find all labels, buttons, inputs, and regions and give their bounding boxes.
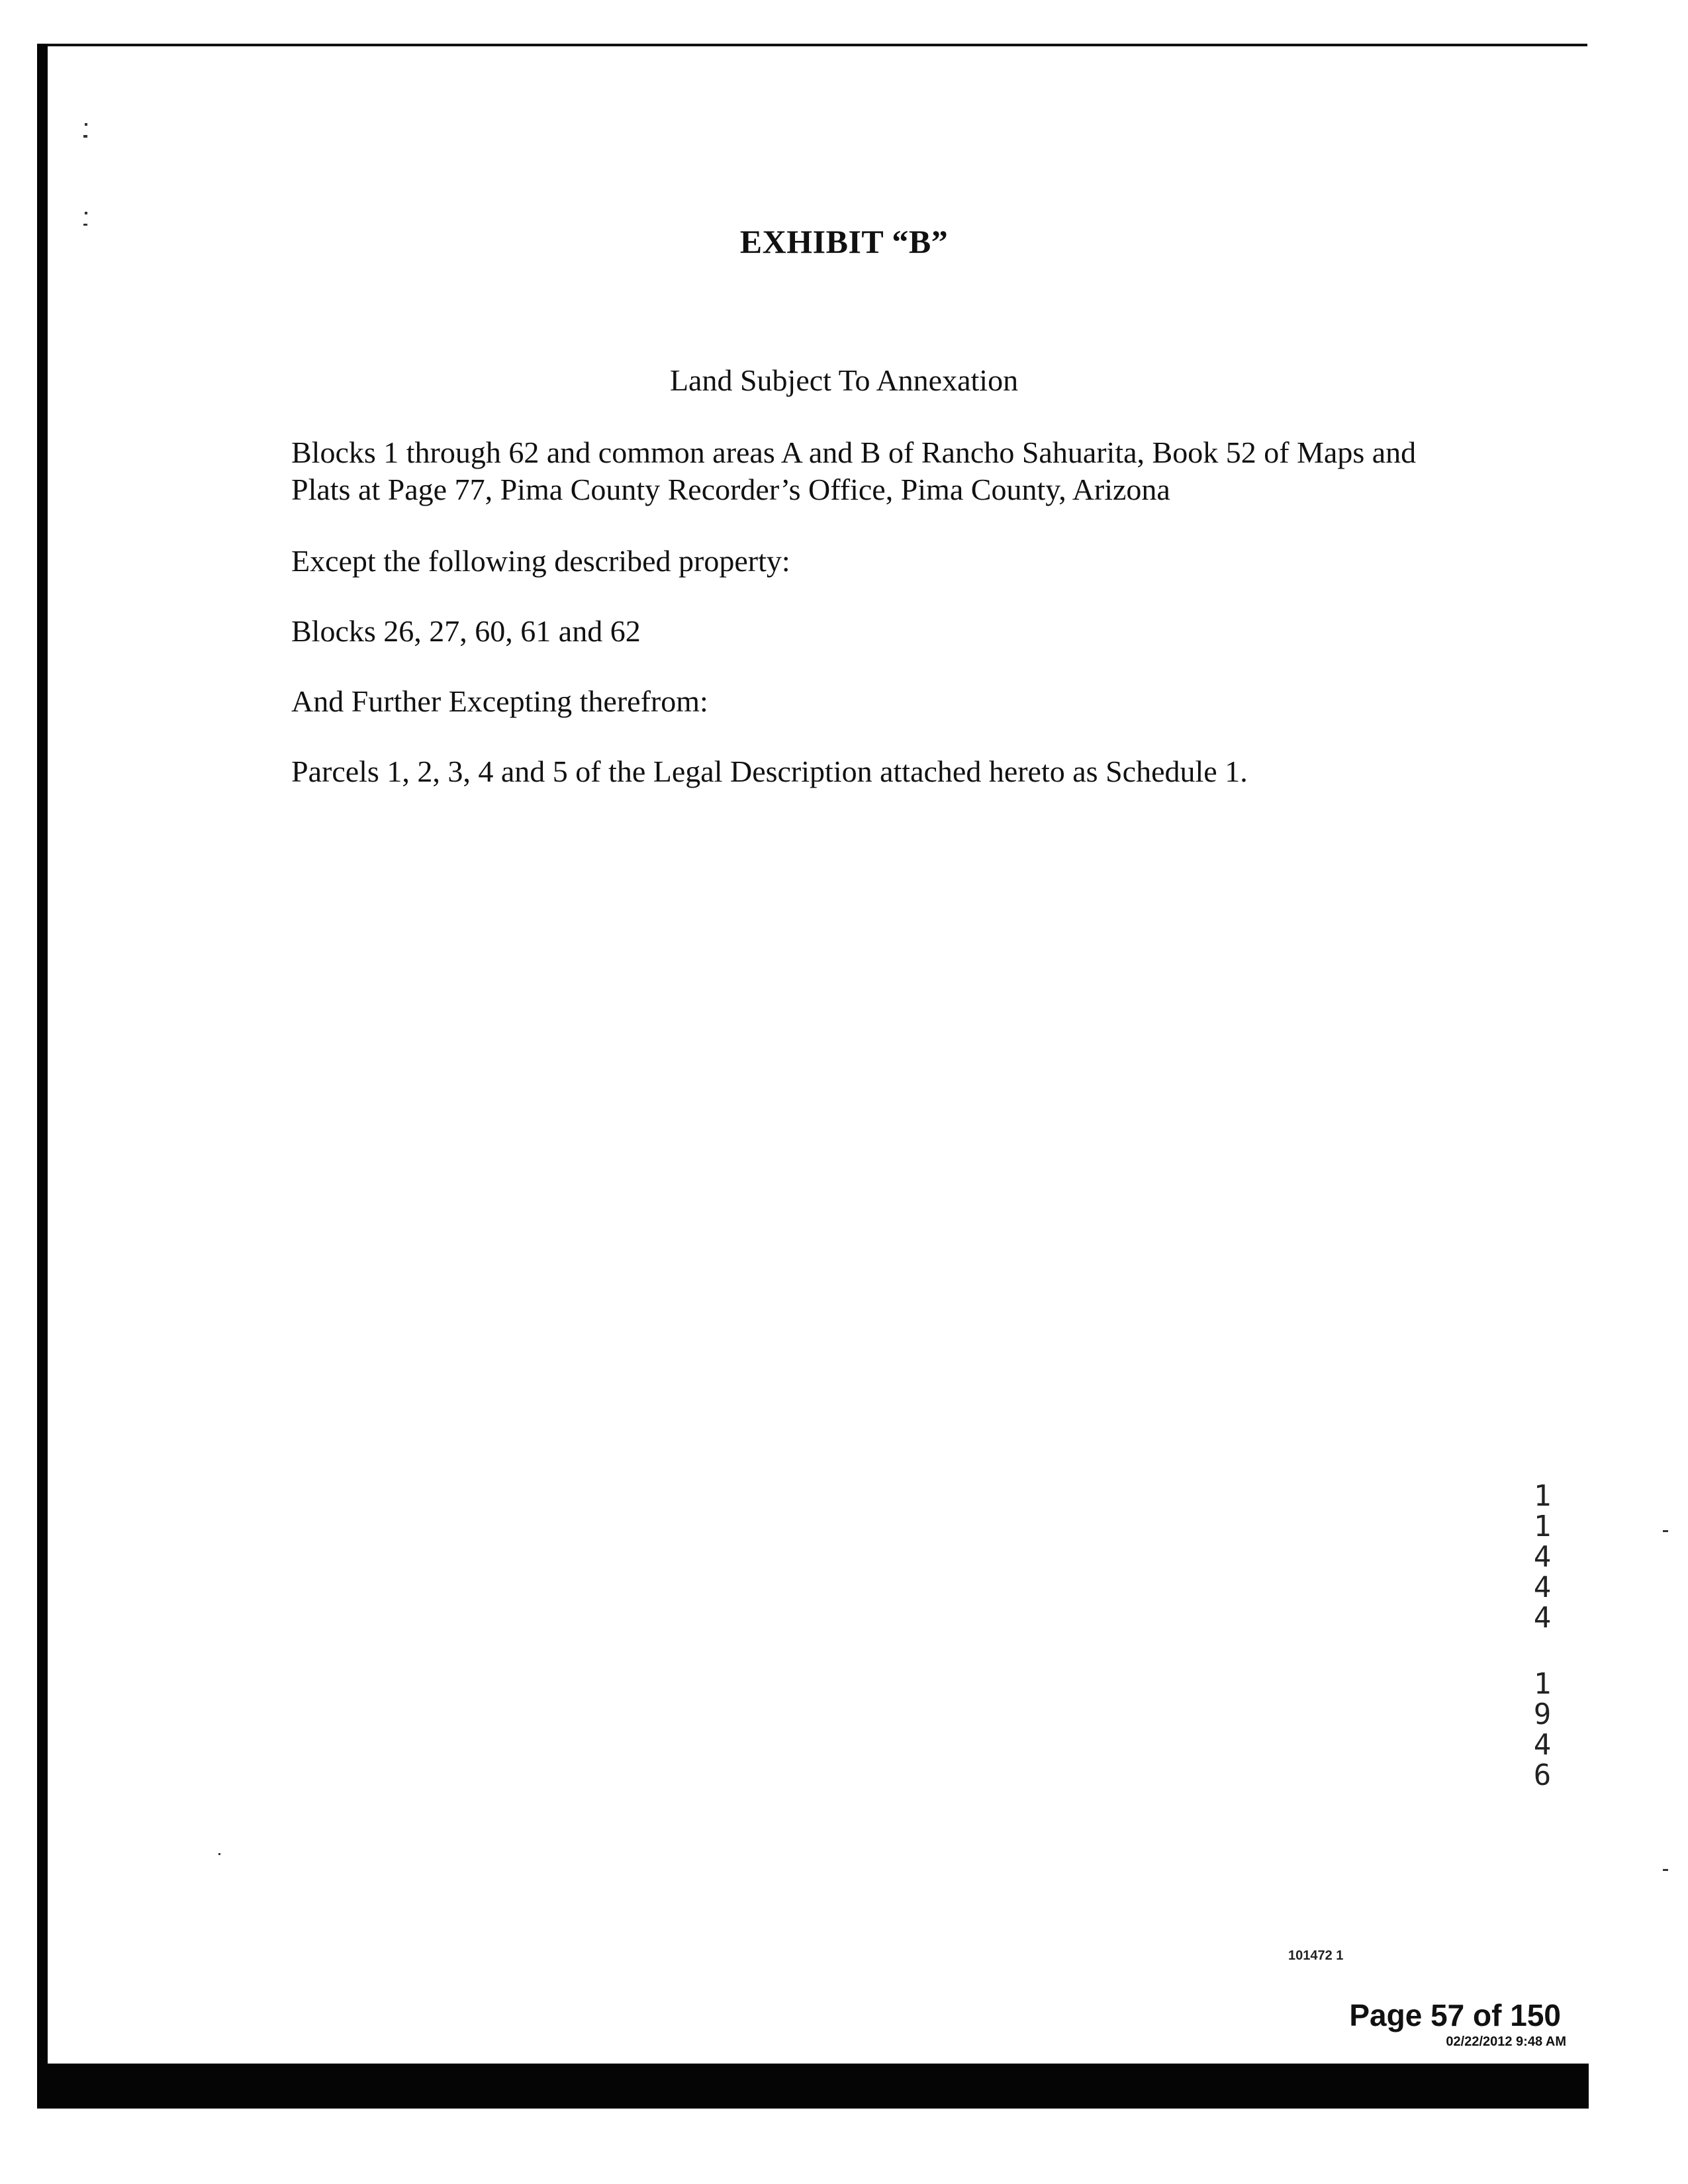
scan-speck — [85, 123, 87, 126]
document-code: 101472 1 — [1288, 1948, 1344, 1963]
scan-speck — [218, 1853, 220, 1855]
scan-speck — [1663, 1869, 1668, 1871]
recorded-timestamp: 02/22/2012 9:48 AM — [1446, 2034, 1566, 2049]
stamp-digit: 6 — [1533, 1758, 1552, 1792]
parcels-paragraph: Parcels 1, 2, 3, 4 and 5 of the Legal Description attached hereto as Schedule 1. — [291, 754, 1248, 788]
further-exception-paragraph: And Further Excepting therefrom: — [291, 684, 708, 718]
excepted-blocks-paragraph: Blocks 26, 27, 60, 61 and 62 — [291, 614, 641, 648]
legal-description-paragraph: Blocks 1 through 62 and common areas A and B of Rancho Sahuarita, Book 52 of Maps and Plats at Page 77, Pima County Recorder’s Office, Pima County, Arizona — [291, 435, 1417, 506]
page-counter: Page 57 of 150 — [1349, 1998, 1561, 2032]
stamp-digit: 4 — [1533, 1601, 1552, 1635]
scan-speck — [1663, 1530, 1668, 1532]
scan-border-left — [37, 44, 48, 2109]
stamp-digit: 9 — [1533, 1698, 1552, 1731]
recording-stamp-number-top — [1523, 1481, 1562, 1633]
scan-speck — [85, 212, 87, 214]
stamp-digit: 1 — [1533, 1479, 1552, 1513]
exception-intro-paragraph: Except the following described property: — [291, 544, 790, 578]
stamp-digit: 1 — [1533, 1667, 1552, 1701]
scan-border-top — [38, 44, 1587, 46]
scan-speck — [83, 135, 87, 138]
stamp-digit: 4 — [1533, 1570, 1552, 1604]
stamp-digit: 4 — [1533, 1728, 1552, 1762]
section-subtitle: Land Subject To Annexation — [669, 363, 1019, 397]
scan-border-bottom — [37, 2064, 1589, 2109]
recording-stamp-number-bottom — [1523, 1669, 1562, 1791]
stamp-digit: 4 — [1533, 1540, 1552, 1574]
exhibit-title: EXHIBIT “B” — [739, 223, 949, 260]
stamp-digit: 1 — [1533, 1510, 1552, 1543]
